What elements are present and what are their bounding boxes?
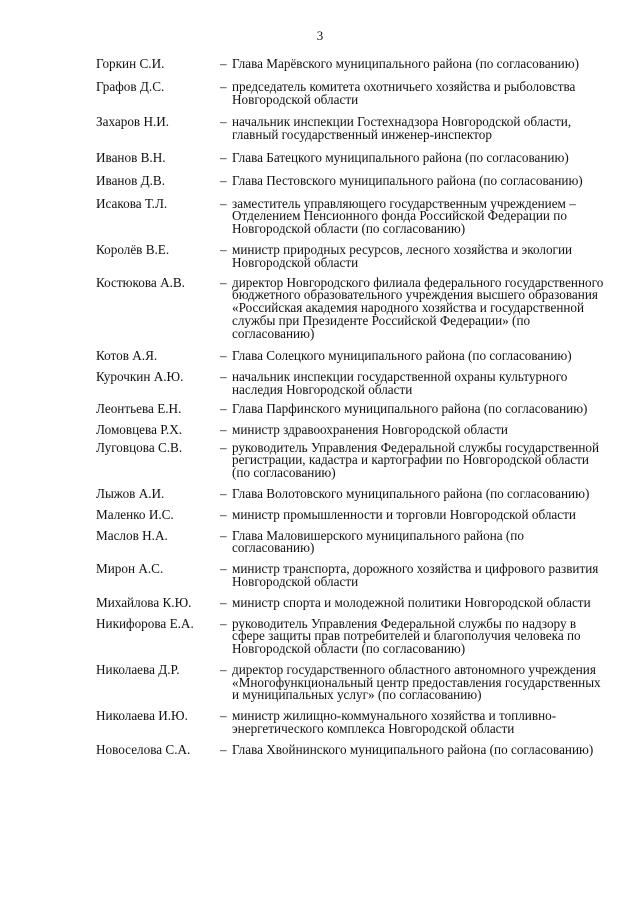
member-name: Исакова Т.Л.: [96, 195, 168, 211]
member-role: Глава Хвойнинского муниципального района (по согласованию): [232, 741, 594, 757]
list-item: [96, 594, 616, 610]
member-role: Глава Пестовского муниципального района (по согласованию): [232, 172, 583, 188]
member-name: Котов А.Я.: [96, 347, 158, 363]
dash: –: [220, 561, 227, 577]
member-role: министр природных ресурсов, лесного хозяйства и экологии Новгородской области: [232, 241, 573, 270]
member-name: Леонтьева Е.Н.: [96, 400, 182, 416]
list-item: [96, 563, 616, 589]
dash: –: [220, 400, 227, 416]
member-role: министр промышленности и торговли Новгородской области: [232, 506, 576, 522]
member-name: Курочкин А.Ю.: [96, 369, 184, 385]
dash: –: [220, 195, 227, 211]
list-item: [96, 527, 616, 556]
member-name: Захаров Н.И.: [96, 114, 170, 130]
member-name: Ломовцева Р.Х.: [96, 421, 183, 437]
member-role: начальник инспекции государственной охраны культурного наследия Новгородской области: [232, 369, 568, 398]
member-name: Николаева Д.Р.: [96, 661, 180, 677]
dash: –: [220, 661, 227, 677]
dash: –: [220, 347, 227, 363]
member-role: Глава Парфинского муниципального района (по согласованию): [232, 400, 588, 416]
member-name: Лыжов А.И.: [96, 485, 165, 501]
dash: –: [220, 172, 227, 188]
list-item: [96, 371, 616, 397]
member-role: министр здравоохранения Новгородской области: [232, 421, 508, 437]
list-item: [96, 710, 616, 736]
member-list: [96, 58, 616, 757]
list-item: [96, 241, 616, 270]
dash: –: [220, 527, 227, 543]
dash: –: [220, 741, 227, 757]
dash: –: [220, 78, 227, 94]
dash: –: [220, 708, 227, 724]
member-name: Костюкова А.В.: [96, 274, 185, 290]
list-item: [96, 485, 616, 501]
member-role: руководитель Управления Федеральной службы государственной регистрации, кадастра и картографии по Новгородской области (по согласованию): [232, 439, 600, 481]
member-role: руководитель Управления Федеральной службы по надзору в сфере защиты прав потребителей и благополучия человека по Новгородской области (по согласованию): [232, 615, 581, 657]
dash: –: [220, 594, 227, 610]
dash: –: [220, 274, 227, 290]
dash: –: [220, 615, 227, 631]
dash: –: [220, 485, 227, 501]
member-role: министр спорта и молодежной политики Новгородской области: [232, 594, 591, 610]
member-role: Глава Волотовского муниципального района (по согласованию): [232, 485, 590, 501]
list-item: [96, 741, 616, 757]
list-item: [96, 172, 616, 188]
list-item: [96, 274, 616, 341]
member-role: директор государственного областного автономного учреждения «Многофункциональный центр предоставления государственных и муниципальных услуг» (по согласованию): [232, 661, 601, 703]
page-number: 3: [316, 28, 324, 43]
list-item: [96, 116, 616, 142]
member-role: Глава Батецкого муниципального района (по согласованию): [232, 149, 569, 165]
list-item: [96, 58, 616, 71]
dash: –: [220, 241, 227, 257]
list-item: [96, 347, 616, 363]
member-role: министр транспорта, дорожного хозяйства и цифрового развития Новгородской области: [232, 561, 599, 589]
member-role: директор Новгородского филиала федерального государственного бюджетного образовательного учреждения высшего образования «Российская академия народного хозяйства и государственной службы при Президенте Российской Федерации» (по согласованию): [232, 274, 604, 341]
member-name: Иванов В.Н.: [96, 149, 166, 165]
dash: –: [220, 439, 227, 455]
member-role: председатель комитета охотничьего хозяйства и рыболовства Новгородской области: [232, 78, 576, 107]
list-item: [96, 439, 616, 481]
list-item: [96, 78, 616, 107]
member-name: Мирон А.С.: [96, 561, 164, 577]
member-name: Никифорова Е.А.: [96, 615, 194, 631]
dash: –: [220, 369, 227, 385]
dash: –: [220, 114, 227, 130]
member-name: Луговцова С.В.: [96, 439, 183, 455]
list-item: [96, 661, 616, 703]
dash: –: [220, 421, 227, 437]
member-role: Глава Солецкого муниципального района (по согласованию): [232, 347, 572, 363]
member-name: Маслов Н.А.: [96, 527, 168, 543]
list-item: [96, 615, 616, 657]
member-name: Михайлова К.Ю.: [96, 594, 192, 610]
member-name: Графов Д.С.: [96, 78, 165, 94]
member-name: Иванов Д.В.: [96, 172, 165, 188]
dash: –: [220, 149, 227, 165]
member-role: Глава Марёвского муниципального района (по согласованию): [232, 56, 579, 71]
list-item: [96, 149, 616, 165]
member-role: начальник инспекции Гостехнадзора Новгородской области, главный государственный инженер-инспектор: [232, 114, 572, 143]
member-name: Королёв В.Е.: [96, 241, 170, 257]
dash: –: [220, 506, 227, 522]
list-item: [96, 400, 616, 416]
member-name: Николаева И.Ю.: [96, 708, 188, 724]
member-role: Глава Маловишерского муниципального района (по согласованию): [232, 527, 524, 556]
list-item: [96, 421, 616, 437]
list-item: [96, 195, 616, 237]
member-role: заместитель управляющего государственным учреждением – Отделением Пенсионного фонда Российской Федерации по Новгородской области (по согласованию): [232, 195, 576, 237]
dash: –: [220, 56, 227, 71]
list-item: [96, 506, 616, 522]
member-role: министр жилищно-коммунального хозяйства и топливно-энергетического комплекса Новгородской области: [232, 708, 557, 737]
member-name: Маленко И.С.: [96, 506, 174, 522]
member-name: Новоселова С.А.: [96, 741, 191, 757]
member-name: Горкин С.И.: [96, 56, 165, 71]
